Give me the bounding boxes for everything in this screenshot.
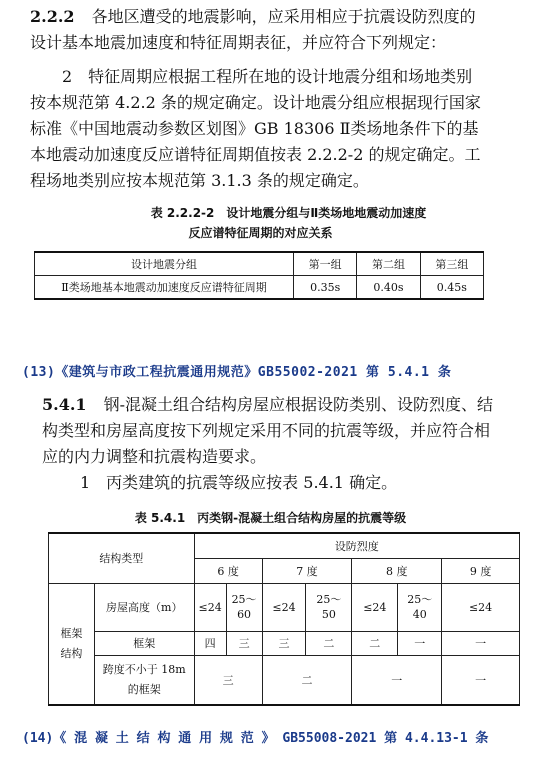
degree-header: 8 度 bbox=[352, 558, 442, 583]
table-header-cell: 设计地震分组 bbox=[35, 252, 294, 276]
clause-5-4-1-item-1: 1 丙类建筑的抗震等级应按表 5.4.1 确定。 bbox=[80, 473, 398, 492]
table-cell: 二 bbox=[306, 631, 352, 655]
table-2-2-2-2-caption-line-2: 反应谱特征周期的对应关系 bbox=[188, 226, 333, 240]
table-row-frame bbox=[49, 631, 520, 655]
table-cell: ≤24 bbox=[352, 583, 398, 631]
table-cell: 二 bbox=[262, 655, 352, 705]
table-cell: 0.45s bbox=[420, 276, 483, 300]
degree-header: 9 度 bbox=[442, 558, 520, 583]
table-cell: 三 bbox=[226, 631, 262, 655]
table-2-2-2-2 bbox=[34, 251, 484, 300]
table-cell: 一 bbox=[442, 655, 520, 705]
table-cell: 0.35s bbox=[294, 276, 357, 300]
table-cell: 0.40s bbox=[357, 276, 420, 300]
table-header-cell: 第二组 bbox=[357, 252, 420, 276]
row-label: 框架 bbox=[94, 631, 194, 655]
clause-5-4-1-line-2: 构类型和房屋高度按下列规定采用不同的抗震等级，并应符合相 bbox=[42, 421, 491, 440]
table-cell: ≤24 bbox=[442, 583, 520, 631]
clause-number: 5.4.1 bbox=[42, 395, 87, 414]
clause-2-2-2-line-1 bbox=[30, 6, 476, 28]
structure-type-header: 结构类型 bbox=[49, 533, 195, 583]
table-cell: 25～ 40 bbox=[398, 583, 442, 631]
table-header-row bbox=[35, 252, 484, 276]
frame-structure-cell: 框架 结构 bbox=[49, 583, 95, 705]
table-cell: ≤24 bbox=[262, 583, 306, 631]
degree-header: 7 度 bbox=[262, 558, 352, 583]
clause-5-4-1-line-1 bbox=[42, 394, 493, 416]
table-header-cell: 第一组 bbox=[294, 252, 357, 276]
row-label: 房屋高度（m） bbox=[94, 583, 194, 631]
clause-item-2-line-2: 按本规范第 4.2.2 条的规定确定。设计地震分组应根据现行国家 bbox=[30, 93, 481, 112]
table-row-height bbox=[49, 583, 520, 631]
table-row-large-span bbox=[49, 655, 520, 705]
clause-2-2-2-line-2: 设计基本地震加速度和特征周期表征，并应符合下列规定： bbox=[30, 33, 447, 52]
table-cell: 一 bbox=[398, 631, 442, 655]
table-header-cell: 第三组 bbox=[420, 252, 483, 276]
clause-item-2-line-4: 本地震动加速度反应谱特征周期值按表 2.2.2-2 的规定确定。工 bbox=[30, 145, 481, 164]
table-cell: 二 bbox=[352, 631, 398, 655]
degree-header: 6 度 bbox=[194, 558, 262, 583]
clause-number: 2.2.2 bbox=[30, 7, 75, 26]
table-row bbox=[35, 276, 484, 300]
reference-14: (14)《 混 凝 土 结 构 通 用 规 范 》 GB55008-2021 第 4.4.13-1 条 bbox=[22, 731, 489, 746]
reference-13: (13)《建筑与市政工程抗震通用规范》GB55002-2021 第 5.4.1 条 bbox=[22, 365, 452, 380]
clause-text: 钢-混凝土组合结构房屋应根据设防类别、设防烈度、结 bbox=[103, 395, 494, 414]
table-cell: 25～ 60 bbox=[226, 583, 262, 631]
table-cell: 一 bbox=[442, 631, 520, 655]
table-cell: 四 bbox=[194, 631, 226, 655]
table-cell: 三 bbox=[194, 655, 262, 705]
table-5-4-1 bbox=[48, 532, 520, 706]
clause-item-2-line-3: 标准《中国地震动参数区划图》GB 18306 Ⅱ类场地条件下的基 bbox=[30, 119, 479, 138]
clause-5-4-1-line-3: 应的内力调整和抗震构造要求。 bbox=[42, 447, 267, 466]
table-header-row bbox=[49, 533, 520, 558]
table-5-4-1-caption: 表 5.4.1 丙类钢-混凝土组合结构房屋的抗震等级 bbox=[134, 511, 407, 525]
table-cell: 一 bbox=[352, 655, 442, 705]
clause-text: 各地区遭受的地震影响，应采用相应于抗震设防烈度的 bbox=[91, 7, 476, 26]
clause-item-2-line-1: 2 特征周期应根据工程所在地的设计地震分组和场地类别 bbox=[62, 67, 473, 86]
clause-item-2-line-5: 程场地类别应按本规范第 3.1.3 条的规定确定。 bbox=[30, 171, 369, 190]
table-2-2-2-2-caption-line-1: 表 2.2.2-2 设计地震分组与Ⅱ类场地地震动加速度 bbox=[150, 206, 427, 220]
table-cell: 25～ 50 bbox=[306, 583, 352, 631]
table-cell: 三 bbox=[262, 631, 306, 655]
table-cell: ≤24 bbox=[194, 583, 226, 631]
row-label: 跨度不小于 18m 的框架 bbox=[94, 655, 194, 705]
intensity-header: 设防烈度 bbox=[194, 533, 519, 558]
table-cell: Ⅱ类场地基本地震动加速度反应谱特征周期 bbox=[35, 276, 294, 300]
